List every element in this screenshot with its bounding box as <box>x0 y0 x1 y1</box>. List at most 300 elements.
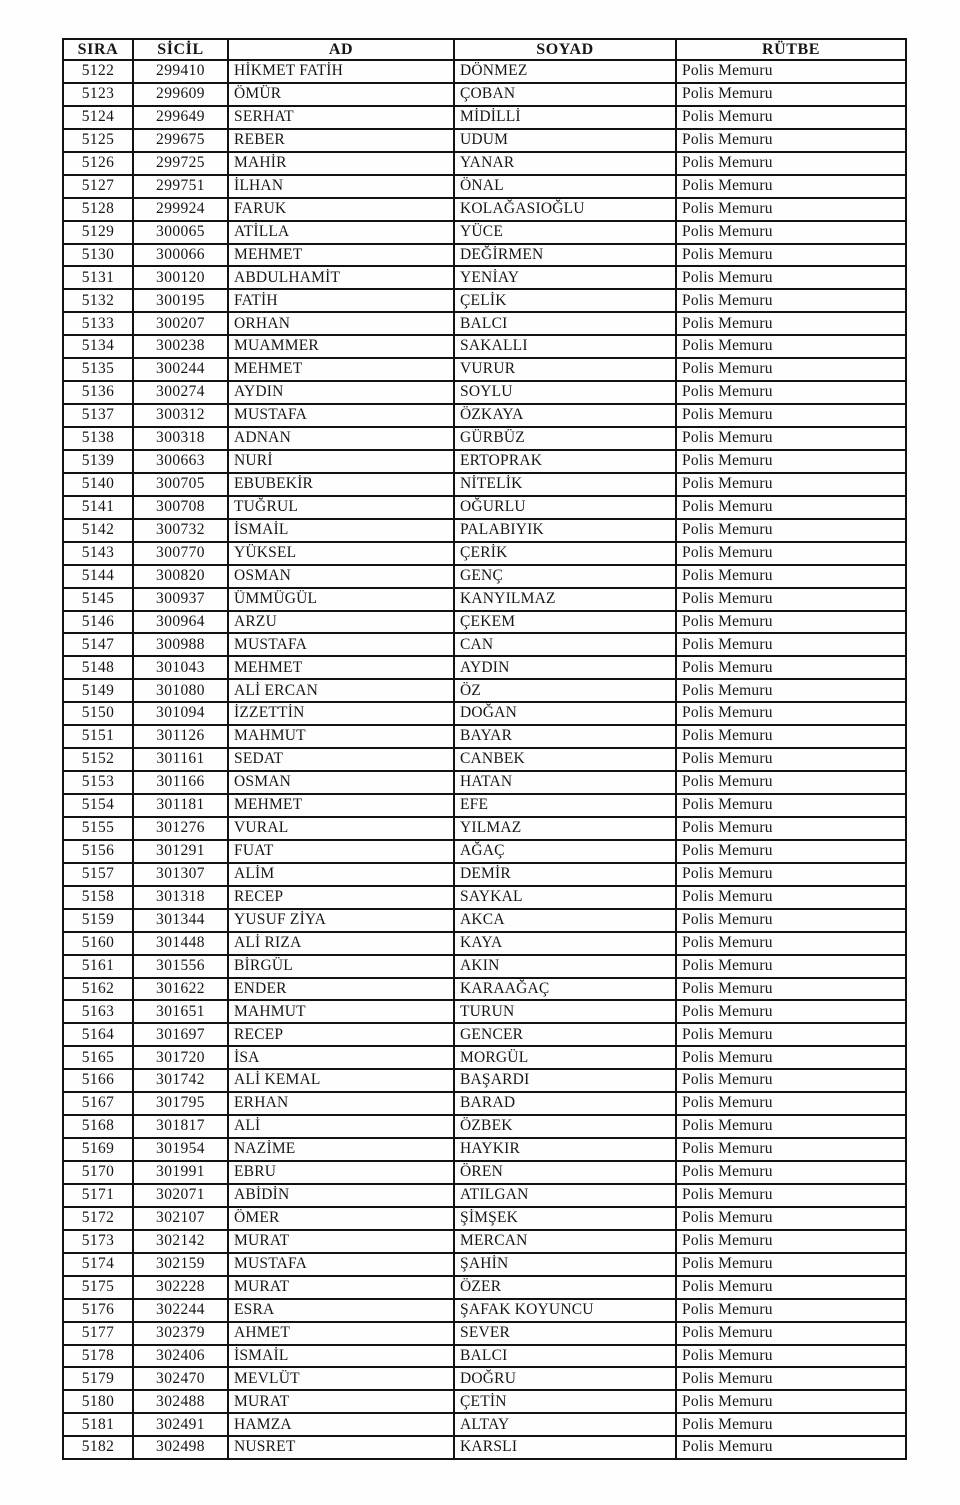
table-row <box>63 886 906 909</box>
cell-rutbe: Polis Memuru <box>676 1436 906 1459</box>
cell-sira: 5157 <box>63 863 133 886</box>
table-row <box>63 1230 906 1253</box>
cell-ad: ADNAN <box>228 427 454 450</box>
cell-soyad: ŞAFAK KOYUNCU <box>454 1299 676 1322</box>
cell-soyad: EFE <box>454 794 676 817</box>
cell-soyad: CANBEK <box>454 748 676 771</box>
cell-sicil: 302142 <box>133 1230 228 1253</box>
cell-sira: 5179 <box>63 1367 133 1390</box>
table-row <box>63 358 906 381</box>
table-row <box>63 83 906 106</box>
cell-sira: 5122 <box>63 60 133 83</box>
cell-sira: 5171 <box>63 1184 133 1207</box>
table-row <box>63 1367 906 1390</box>
table-row <box>63 840 906 863</box>
cell-sira: 5160 <box>63 932 133 955</box>
cell-rutbe: Polis Memuru <box>676 450 906 473</box>
cell-soyad: ATILGAN <box>454 1184 676 1207</box>
cell-sicil: 301991 <box>133 1161 228 1184</box>
table-row <box>63 312 906 335</box>
cell-sicil: 302244 <box>133 1299 228 1322</box>
table-row <box>63 817 906 840</box>
cell-ad: MAHİR <box>228 152 454 175</box>
cell-soyad: SOYLU <box>454 381 676 404</box>
cell-rutbe: Polis Memuru <box>676 702 906 725</box>
table-row <box>63 1138 906 1161</box>
cell-sira: 5168 <box>63 1115 133 1138</box>
cell-ad: MEHMET <box>228 794 454 817</box>
table-row <box>63 611 906 634</box>
cell-ad: NURİ <box>228 450 454 473</box>
cell-sicil: 299675 <box>133 129 228 152</box>
cell-rutbe: Polis Memuru <box>676 83 906 106</box>
cell-sicil: 301622 <box>133 978 228 1001</box>
cell-ad: ABİDİN <box>228 1184 454 1207</box>
cell-sicil: 300244 <box>133 358 228 381</box>
cell-soyad: ÇOBAN <box>454 83 676 106</box>
cell-sicil: 299725 <box>133 152 228 175</box>
cell-sira: 5170 <box>63 1161 133 1184</box>
cell-ad: MEHMET <box>228 244 454 267</box>
cell-ad: İSA <box>228 1046 454 1069</box>
cell-sicil: 302491 <box>133 1413 228 1436</box>
cell-rutbe: Polis Memuru <box>676 289 906 312</box>
cell-sicil: 300964 <box>133 611 228 634</box>
cell-soyad: ÇEKEM <box>454 611 676 634</box>
cell-soyad: KARSLI <box>454 1436 676 1459</box>
cell-sira: 5172 <box>63 1207 133 1230</box>
cell-soyad: NİTELİK <box>454 473 676 496</box>
table-row <box>63 335 906 358</box>
cell-ad: MURAT <box>228 1230 454 1253</box>
table-row <box>63 175 906 198</box>
cell-sicil: 299649 <box>133 106 228 129</box>
table-row <box>63 1413 906 1436</box>
cell-ad: YUSUF ZİYA <box>228 909 454 932</box>
cell-soyad: GÜRBÜZ <box>454 427 676 450</box>
cell-rutbe: Polis Memuru <box>676 404 906 427</box>
cell-rutbe: Polis Memuru <box>676 886 906 909</box>
table-row <box>63 1069 906 1092</box>
cell-sicil: 301720 <box>133 1046 228 1069</box>
cell-sira: 5134 <box>63 335 133 358</box>
cell-rutbe: Polis Memuru <box>676 633 906 656</box>
cell-sicil: 301742 <box>133 1069 228 1092</box>
table-row <box>63 1276 906 1299</box>
cell-rutbe: Polis Memuru <box>676 175 906 198</box>
cell-ad: FATİH <box>228 289 454 312</box>
cell-ad: RECEP <box>228 886 454 909</box>
cell-sira: 5140 <box>63 473 133 496</box>
table-row <box>63 473 906 496</box>
cell-ad: İLHAN <box>228 175 454 198</box>
cell-rutbe: Polis Memuru <box>676 473 906 496</box>
cell-soyad: PALABIYIK <box>454 519 676 542</box>
cell-rutbe: Polis Memuru <box>676 748 906 771</box>
cell-sicil: 302228 <box>133 1276 228 1299</box>
table-row <box>63 565 906 588</box>
cell-sicil: 301080 <box>133 679 228 702</box>
table-row <box>63 198 906 221</box>
cell-soyad: BALCI <box>454 1345 676 1368</box>
cell-rutbe: Polis Memuru <box>676 725 906 748</box>
cell-soyad: SAYKAL <box>454 886 676 909</box>
cell-sira: 5163 <box>63 1000 133 1023</box>
cell-sicil: 300065 <box>133 221 228 244</box>
table-row <box>63 1161 906 1184</box>
cell-sira: 5146 <box>63 611 133 634</box>
cell-soyad: ERTOPRAK <box>454 450 676 473</box>
cell-rutbe: Polis Memuru <box>676 335 906 358</box>
cell-sicil: 300207 <box>133 312 228 335</box>
cell-sicil: 302107 <box>133 1207 228 1230</box>
column-header-sira: SIRA <box>63 39 133 60</box>
cell-sicil: 301166 <box>133 771 228 794</box>
table-row <box>63 1345 906 1368</box>
cell-ad: MAHMUT <box>228 1000 454 1023</box>
cell-ad: ERHAN <box>228 1092 454 1115</box>
cell-ad: MURAT <box>228 1276 454 1299</box>
cell-soyad: DÖNMEZ <box>454 60 676 83</box>
cell-rutbe: Polis Memuru <box>676 1299 906 1322</box>
table-row <box>63 909 906 932</box>
cell-rutbe: Polis Memuru <box>676 1115 906 1138</box>
cell-ad: ARZU <box>228 611 454 634</box>
cell-ad: EBUBEKİR <box>228 473 454 496</box>
cell-soyad: TURUN <box>454 1000 676 1023</box>
cell-ad: YÜKSEL <box>228 542 454 565</box>
cell-rutbe: Polis Memuru <box>676 1390 906 1413</box>
cell-rutbe: Polis Memuru <box>676 1230 906 1253</box>
cell-sicil: 300705 <box>133 473 228 496</box>
cell-rutbe: Polis Memuru <box>676 496 906 519</box>
table-row <box>63 794 906 817</box>
cell-soyad: AĞAÇ <box>454 840 676 863</box>
cell-rutbe: Polis Memuru <box>676 1161 906 1184</box>
cell-sicil: 300195 <box>133 289 228 312</box>
cell-ad: MUSTAFA <box>228 1253 454 1276</box>
cell-sira: 5128 <box>63 198 133 221</box>
cell-sicil: 300988 <box>133 633 228 656</box>
table-row <box>63 289 906 312</box>
cell-sira: 5182 <box>63 1436 133 1459</box>
cell-sira: 5127 <box>63 175 133 198</box>
cell-soyad: ALTAY <box>454 1413 676 1436</box>
table-row <box>63 60 906 83</box>
cell-sicil: 302159 <box>133 1253 228 1276</box>
cell-ad: ÖMER <box>228 1207 454 1230</box>
table-row <box>63 519 906 542</box>
cell-sicil: 300066 <box>133 244 228 267</box>
cell-ad: ATİLLA <box>228 221 454 244</box>
cell-rutbe: Polis Memuru <box>676 1413 906 1436</box>
cell-sira: 5161 <box>63 955 133 978</box>
cell-sicil: 301126 <box>133 725 228 748</box>
cell-rutbe: Polis Memuru <box>676 1253 906 1276</box>
cell-soyad: ÖREN <box>454 1161 676 1184</box>
table-row <box>63 1436 906 1459</box>
table-body <box>63 60 906 1459</box>
cell-soyad: DEMİR <box>454 863 676 886</box>
cell-sicil: 301448 <box>133 932 228 955</box>
cell-ad: ÖMÜR <box>228 83 454 106</box>
cell-soyad: BARAD <box>454 1092 676 1115</box>
cell-soyad: YANAR <box>454 152 676 175</box>
cell-soyad: ÖZER <box>454 1276 676 1299</box>
table-row <box>63 404 906 427</box>
cell-rutbe: Polis Memuru <box>676 817 906 840</box>
cell-rutbe: Polis Memuru <box>676 794 906 817</box>
cell-rutbe: Polis Memuru <box>676 1069 906 1092</box>
cell-soyad: AKCA <box>454 909 676 932</box>
cell-rutbe: Polis Memuru <box>676 909 906 932</box>
table-row <box>63 1115 906 1138</box>
cell-sira: 5124 <box>63 106 133 129</box>
cell-soyad: SEVER <box>454 1322 676 1345</box>
cell-rutbe: Polis Memuru <box>676 1138 906 1161</box>
table-row <box>63 1092 906 1115</box>
cell-sicil: 300274 <box>133 381 228 404</box>
cell-soyad: ÇETİN <box>454 1390 676 1413</box>
cell-sira: 5158 <box>63 886 133 909</box>
cell-ad: SERHAT <box>228 106 454 129</box>
table-row <box>63 725 906 748</box>
cell-rutbe: Polis Memuru <box>676 381 906 404</box>
cell-rutbe: Polis Memuru <box>676 106 906 129</box>
table-row <box>63 427 906 450</box>
table-row <box>63 588 906 611</box>
cell-soyad: ÇELİK <box>454 289 676 312</box>
cell-sira: 5135 <box>63 358 133 381</box>
cell-sicil: 301291 <box>133 840 228 863</box>
cell-rutbe: Polis Memuru <box>676 588 906 611</box>
cell-soyad: SAKALLI <box>454 335 676 358</box>
cell-sira: 5154 <box>63 794 133 817</box>
cell-sira: 5138 <box>63 427 133 450</box>
cell-soyad: YÜCE <box>454 221 676 244</box>
cell-sira: 5150 <box>63 702 133 725</box>
cell-sicil: 302071 <box>133 1184 228 1207</box>
cell-sira: 5175 <box>63 1276 133 1299</box>
cell-ad: HAMZA <box>228 1413 454 1436</box>
cell-soyad: CAN <box>454 633 676 656</box>
cell-sicil: 300120 <box>133 266 228 289</box>
cell-sira: 5132 <box>63 289 133 312</box>
cell-soyad: KAYA <box>454 932 676 955</box>
cell-sira: 5151 <box>63 725 133 748</box>
cell-ad: TUĞRUL <box>228 496 454 519</box>
cell-sicil: 302498 <box>133 1436 228 1459</box>
cell-rutbe: Polis Memuru <box>676 1345 906 1368</box>
cell-sira: 5173 <box>63 1230 133 1253</box>
cell-ad: BİRGÜL <box>228 955 454 978</box>
cell-soyad: VURUR <box>454 358 676 381</box>
cell-soyad: KANYILMAZ <box>454 588 676 611</box>
cell-ad: MEHMET <box>228 358 454 381</box>
cell-rutbe: Polis Memuru <box>676 1322 906 1345</box>
cell-sira: 5141 <box>63 496 133 519</box>
cell-ad: HİKMET FATİH <box>228 60 454 83</box>
table-row <box>63 221 906 244</box>
cell-sicil: 301954 <box>133 1138 228 1161</box>
cell-ad: ESRA <box>228 1299 454 1322</box>
cell-soyad: BAYAR <box>454 725 676 748</box>
cell-sicil: 301795 <box>133 1092 228 1115</box>
cell-rutbe: Polis Memuru <box>676 129 906 152</box>
cell-sira: 5153 <box>63 771 133 794</box>
cell-sicil: 301817 <box>133 1115 228 1138</box>
cell-ad: MUAMMER <box>228 335 454 358</box>
cell-soyad: DOĞAN <box>454 702 676 725</box>
cell-rutbe: Polis Memuru <box>676 427 906 450</box>
cell-sicil: 301094 <box>133 702 228 725</box>
cell-sira: 5152 <box>63 748 133 771</box>
cell-sira: 5129 <box>63 221 133 244</box>
cell-sicil: 301307 <box>133 863 228 886</box>
table-row <box>63 1184 906 1207</box>
cell-sira: 5148 <box>63 656 133 679</box>
cell-sira: 5133 <box>63 312 133 335</box>
table-row <box>63 381 906 404</box>
cell-sira: 5131 <box>63 266 133 289</box>
cell-ad: FUAT <box>228 840 454 863</box>
cell-ad: FARUK <box>228 198 454 221</box>
cell-sicil: 302488 <box>133 1390 228 1413</box>
cell-rutbe: Polis Memuru <box>676 932 906 955</box>
cell-sira: 5145 <box>63 588 133 611</box>
column-header-sicil: SİCİL <box>133 39 228 60</box>
cell-sira: 5165 <box>63 1046 133 1069</box>
cell-ad: OSMAN <box>228 771 454 794</box>
cell-ad: ALİ ERCAN <box>228 679 454 702</box>
cell-sira: 5177 <box>63 1322 133 1345</box>
table-row <box>63 702 906 725</box>
cell-ad: ABDULHAMİT <box>228 266 454 289</box>
cell-soyad: ÖZBEK <box>454 1115 676 1138</box>
cell-sicil: 301318 <box>133 886 228 909</box>
cell-rutbe: Polis Memuru <box>676 611 906 634</box>
cell-soyad: GENCER <box>454 1023 676 1046</box>
table-row <box>63 1390 906 1413</box>
cell-soyad: AKIN <box>454 955 676 978</box>
cell-sicil: 301697 <box>133 1023 228 1046</box>
cell-soyad: ÖZ <box>454 679 676 702</box>
cell-sira: 5180 <box>63 1390 133 1413</box>
cell-sira: 5136 <box>63 381 133 404</box>
cell-rutbe: Polis Memuru <box>676 1046 906 1069</box>
cell-rutbe: Polis Memuru <box>676 244 906 267</box>
table-row <box>63 771 906 794</box>
cell-soyad: UDUM <box>454 129 676 152</box>
table-row <box>63 244 906 267</box>
cell-rutbe: Polis Memuru <box>676 266 906 289</box>
table-header <box>63 39 906 60</box>
cell-sicil: 300663 <box>133 450 228 473</box>
cell-ad: ALİ <box>228 1115 454 1138</box>
cell-sicil: 300318 <box>133 427 228 450</box>
table-row <box>63 106 906 129</box>
cell-sicil: 300937 <box>133 588 228 611</box>
cell-soyad: ÖZKAYA <box>454 404 676 427</box>
cell-sira: 5162 <box>63 978 133 1001</box>
cell-sicil: 302406 <box>133 1345 228 1368</box>
cell-rutbe: Polis Memuru <box>676 1023 906 1046</box>
cell-ad: NAZİME <box>228 1138 454 1161</box>
cell-ad: ALİ RIZA <box>228 932 454 955</box>
table-row <box>63 1000 906 1023</box>
table-row <box>63 679 906 702</box>
cell-ad: MUSTAFA <box>228 404 454 427</box>
cell-sira: 5181 <box>63 1413 133 1436</box>
cell-sira: 5137 <box>63 404 133 427</box>
table-row <box>63 633 906 656</box>
cell-ad: MURAT <box>228 1390 454 1413</box>
cell-sicil: 301161 <box>133 748 228 771</box>
table-row <box>63 932 906 955</box>
table-row <box>63 1023 906 1046</box>
cell-ad: SEDAT <box>228 748 454 771</box>
cell-rutbe: Polis Memuru <box>676 198 906 221</box>
cell-sira: 5130 <box>63 244 133 267</box>
cell-sira: 5144 <box>63 565 133 588</box>
cell-rutbe: Polis Memuru <box>676 519 906 542</box>
cell-sicil: 301043 <box>133 656 228 679</box>
cell-soyad: ÇERİK <box>454 542 676 565</box>
cell-ad: VURAL <box>228 817 454 840</box>
table-row <box>63 266 906 289</box>
cell-sira: 5178 <box>63 1345 133 1368</box>
cell-rutbe: Polis Memuru <box>676 60 906 83</box>
cell-sicil: 300770 <box>133 542 228 565</box>
cell-ad: İSMAİL <box>228 519 454 542</box>
cell-rutbe: Polis Memuru <box>676 152 906 175</box>
header-row <box>63 39 906 60</box>
table-row <box>63 1046 906 1069</box>
cell-soyad: DOĞRU <box>454 1367 676 1390</box>
cell-rutbe: Polis Memuru <box>676 312 906 335</box>
table-row <box>63 496 906 519</box>
cell-soyad: ŞAHİN <box>454 1253 676 1276</box>
cell-soyad: YENİAY <box>454 266 676 289</box>
cell-sira: 5142 <box>63 519 133 542</box>
cell-sicil: 301276 <box>133 817 228 840</box>
cell-ad: ÜMMÜGÜL <box>228 588 454 611</box>
table-row <box>63 152 906 175</box>
cell-sira: 5123 <box>63 83 133 106</box>
cell-soyad: HAYKIR <box>454 1138 676 1161</box>
cell-rutbe: Polis Memuru <box>676 840 906 863</box>
table-row <box>63 748 906 771</box>
cell-rutbe: Polis Memuru <box>676 955 906 978</box>
column-header-rutbe: RÜTBE <box>676 39 906 60</box>
cell-ad: İZZETTİN <box>228 702 454 725</box>
cell-ad: ALİ KEMAL <box>228 1069 454 1092</box>
cell-sira: 5126 <box>63 152 133 175</box>
cell-ad: MUSTAFA <box>228 633 454 656</box>
cell-rutbe: Polis Memuru <box>676 656 906 679</box>
cell-rutbe: Polis Memuru <box>676 1092 906 1115</box>
cell-sicil: 301556 <box>133 955 228 978</box>
cell-sira: 5125 <box>63 129 133 152</box>
cell-ad: AHMET <box>228 1322 454 1345</box>
cell-rutbe: Polis Memuru <box>676 1000 906 1023</box>
table-row <box>63 1253 906 1276</box>
cell-rutbe: Polis Memuru <box>676 863 906 886</box>
cell-soyad: ÖNAL <box>454 175 676 198</box>
table-row <box>63 1207 906 1230</box>
table-row <box>63 1299 906 1322</box>
cell-rutbe: Polis Memuru <box>676 1276 906 1299</box>
